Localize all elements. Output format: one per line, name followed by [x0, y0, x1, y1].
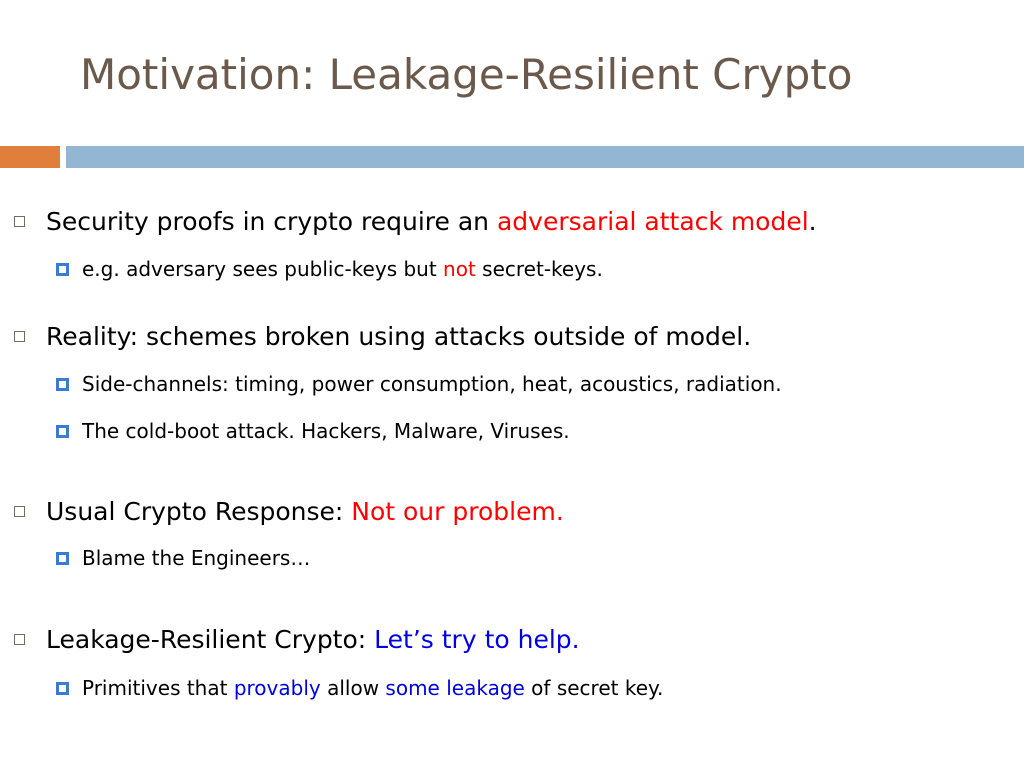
sub-bullet-item-cold-boot	[56, 419, 570, 443]
filled-square-bullet-icon	[56, 552, 69, 565]
bullet-text-part: .	[808, 207, 817, 236]
bullet-text-part: Usual Crypto Response:	[46, 497, 352, 526]
title-accent-bar-blue	[66, 146, 1024, 168]
sub-bullet-text: The cold-boot attack. Hackers, Malware, Viruses.	[82, 419, 570, 443]
highlight-text-blue: Let’s try to help.	[374, 625, 580, 654]
bullet-text: Reality: schemes broken using attacks outside of model.	[46, 322, 752, 351]
title-accent-bar-orange	[0, 146, 60, 168]
sub-bullet-item-blame	[56, 546, 311, 570]
filled-square-bullet-icon	[56, 263, 69, 276]
sub-bullet-text-part: allow	[320, 676, 386, 700]
bullet-text-part: Leakage-Resilient Crypto:	[46, 625, 375, 654]
sub-bullet-text: Side-channels: timing, power consumption, heat, acoustics, radiation.	[82, 372, 782, 396]
bullet-item-security-proofs	[14, 207, 817, 236]
highlight-text-blue: some leakage	[385, 676, 525, 700]
sub-bullet-item-primitives	[56, 676, 664, 700]
filled-square-bullet-icon	[56, 682, 69, 695]
highlight-text-blue: provably	[233, 676, 321, 700]
sub-bullet-text-part: Primitives that	[82, 676, 234, 700]
highlight-text-red: Not our problem.	[351, 497, 564, 526]
bullet-text	[46, 625, 580, 654]
sub-bullet-text	[82, 676, 663, 700]
bullet-item-leakage-resilient	[14, 625, 580, 654]
sub-bullet-text-part: e.g. adversary sees public-keys but	[82, 257, 444, 281]
slide-title: Motivation: Leakage-Resilient Crypto	[80, 50, 853, 99]
bullet-item-usual-response	[14, 497, 564, 526]
highlight-text-red: adversarial attack model	[496, 207, 809, 236]
hollow-square-bullet-icon	[14, 506, 25, 517]
sub-bullet-item-public-keys	[56, 257, 603, 281]
bullet-item-reality	[14, 322, 752, 351]
filled-square-bullet-icon	[56, 378, 69, 391]
bullet-text-part: Security proofs in crypto require an	[46, 207, 497, 236]
hollow-square-bullet-icon	[14, 331, 25, 342]
sub-bullet-text: Blame the Engineers…	[82, 546, 311, 570]
sub-bullet-text-part: of secret key.	[524, 676, 664, 700]
sub-bullet-text-part: secret-keys.	[475, 257, 603, 281]
hollow-square-bullet-icon	[14, 216, 25, 227]
hollow-square-bullet-icon	[14, 634, 25, 645]
sub-bullet-item-side-channels	[56, 372, 782, 396]
bullet-text	[46, 497, 564, 526]
bullet-text	[46, 207, 817, 236]
sub-bullet-text	[82, 257, 603, 281]
highlight-text-red: not	[443, 257, 476, 281]
filled-square-bullet-icon	[56, 425, 69, 438]
